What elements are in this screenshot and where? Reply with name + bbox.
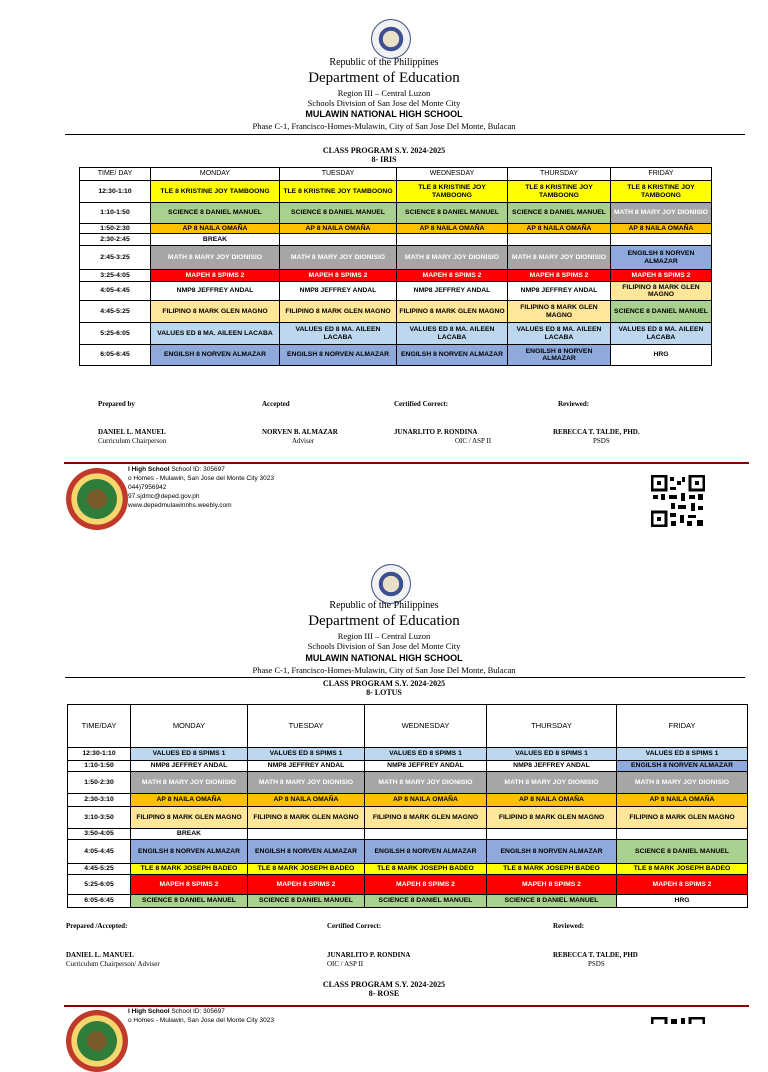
reviewed-title-2: PSDS	[588, 960, 605, 968]
program-title: CLASS PROGRAM S.Y. 2024-2025	[322, 146, 446, 155]
prepared-title-2: Curriculum Chairperson/ Adviser	[66, 960, 160, 968]
subject-cell	[365, 829, 487, 840]
table-row	[68, 864, 748, 875]
subject-cell: AP 8 NAILA OMAÑA	[508, 224, 611, 234]
table-row	[80, 282, 712, 301]
subject-cell: VALUES ED 8 SPIMS 1	[617, 748, 748, 761]
time-slot-cell: 1:10-1:50	[80, 203, 151, 224]
table-row	[68, 895, 748, 908]
subject-cell: AP 8 NAILA OMAÑA	[131, 794, 248, 807]
time-slot-cell: 1:50-2:30	[80, 224, 151, 234]
subject-cell: AP 8 NAILA OMAÑA	[617, 794, 748, 807]
subject-cell: NMP8 JEFFREY ANDAL	[131, 761, 248, 772]
reviewed-title: PSDS	[593, 437, 610, 445]
subject-cell	[248, 829, 365, 840]
subject-cell: FILIPINO 8 MARK GLEN MAGNO	[487, 807, 617, 829]
subject-cell: ENGILSH 8 NORVEN ALMAZAR	[365, 840, 487, 864]
time-slot-cell: 12:30-1:10	[68, 748, 131, 761]
table-row	[80, 224, 712, 234]
deped-seal	[371, 19, 411, 59]
subject-cell: MAPEH 8 SPIMS 2	[508, 270, 611, 282]
subject-cell: MATH 8 MARY JOY DIONISIO	[131, 772, 248, 794]
subject-cell: VALUES ED 8 SPIMS 1	[131, 748, 248, 761]
reviewed-name-2: REBECCA T. TALDE, PHD	[553, 951, 638, 959]
subject-cell: MATH 8 MARY JOY DIONISIO	[280, 246, 397, 270]
subject-cell: SCIENCE 8 DANIEL MANUEL	[151, 203, 280, 224]
table-row	[68, 807, 748, 829]
subject-cell: SCIENCE 8 DANIEL MANUEL	[397, 203, 508, 224]
school-address: Phase C-1, Francisco-Homes-Mulawin, City of San Jose Del Monte, Bulacan	[252, 121, 516, 131]
subject-cell: VALUES ED 8 SPIMS 1	[365, 748, 487, 761]
prepared-label: Prepared by	[98, 400, 135, 408]
subject-cell: MAPEH 8 SPIMS 2	[248, 875, 365, 895]
time-slot-cell: 5:25-6:05	[80, 323, 151, 345]
time-slot-cell: 6:05-6:45	[80, 345, 151, 366]
subject-cell: ENGILSH 8 NORVEN ALMAZAR	[248, 840, 365, 864]
subject-cell: FILIPINO 8 MARK GLEN MAGNO	[131, 807, 248, 829]
subject-cell: SCIENCE 8 DANIEL MANUEL	[248, 895, 365, 908]
subject-cell: ENGILSH 8 NORVEN ALMAZAR	[397, 345, 508, 366]
school-name-2: MULAWIN NATIONAL HIGH SCHOOL	[305, 653, 463, 663]
column-header-thursday: THURSDAY	[487, 705, 617, 748]
subject-cell: ENGILSH 8 NORVEN ALMAZAR	[508, 345, 611, 366]
time-slot-cell: 4:05-4:45	[68, 840, 131, 864]
subject-cell	[280, 234, 397, 246]
subject-cell: NMP8 JEFFREY ANDAL	[487, 761, 617, 772]
subject-cell: SCIENCE 8 DANIEL MANUEL	[280, 203, 397, 224]
footer-school-name-3: l High School	[128, 1008, 170, 1015]
subject-cell: MAPEH 8 SPIMS 2	[280, 270, 397, 282]
time-slot-cell: 3:25-4:05	[80, 270, 151, 282]
subject-cell: VALUES ED 8 MA. AILEEN LACABA	[508, 323, 611, 345]
footer-address: o Homes - Mulawin, San Jose del Monte City 3023	[128, 475, 274, 482]
subject-cell: AP 8 NAILA OMAÑA	[365, 794, 487, 807]
division-text: Schools Division of San Jose del Monte City	[307, 98, 461, 108]
prepared-accepted-label: Prepared /Accepted:	[66, 922, 128, 930]
subject-cell: AP 8 NAILA OMAÑA	[397, 224, 508, 234]
subject-cell	[617, 829, 748, 840]
department-text: Department of Education	[308, 70, 460, 86]
subject-cell: MATH 8 MARY JOY DIONISIO	[151, 246, 280, 270]
footer-rule	[64, 462, 749, 464]
accepted-label: Accepted	[262, 400, 290, 408]
time-slot-cell: 4:45-5:25	[80, 301, 151, 323]
section-title-2: 8- LOTUS	[366, 688, 402, 697]
subject-cell: SCIENCE 8 DANIEL MANUEL	[131, 895, 248, 908]
subject-cell: HRG	[617, 895, 748, 908]
column-header-friday: FRIDAY	[611, 168, 712, 181]
school-name: MULAWIN NATIONAL HIGH SCHOOL	[305, 109, 463, 119]
subject-cell: MATH 8 MARY JOY DIONISIO	[248, 772, 365, 794]
column-header-monday: MONDAY	[131, 705, 248, 748]
table-row	[68, 875, 748, 895]
subject-cell: MAPEH 8 SPIMS 2	[365, 875, 487, 895]
break-cell: BREAK	[131, 829, 248, 840]
subject-cell: SCIENCE 8 DANIEL MANUEL	[365, 895, 487, 908]
subject-cell: HRG	[611, 345, 712, 366]
subject-cell: TLE 8 MARK JOSEPH BADEO	[617, 864, 748, 875]
subject-cell: NMP8 JEFFREY ANDAL	[508, 282, 611, 301]
certified-title: OIC / ASP II	[455, 437, 492, 445]
subject-cell: MAPEH 8 SPIMS 2	[617, 875, 748, 895]
subject-cell: VALUES ED 8 MA. AILEEN LACABA	[280, 323, 397, 345]
column-header-time-day: TIME/ DAY	[80, 168, 151, 181]
footer-school-name: l High School	[128, 466, 170, 473]
subject-cell: AP 8 NAILA OMAÑA	[248, 794, 365, 807]
time-slot-cell: 1:10-1:50	[68, 761, 131, 772]
footer-school-id: School ID: 305697	[169, 466, 225, 473]
table-row	[68, 840, 748, 864]
subject-cell: TLE 8 KRISTINE JOY TAMBOONG	[397, 181, 508, 203]
time-slot-cell: 5:25-6:05	[68, 875, 131, 895]
subject-cell: MATH 8 MARY JOY DIONISIO	[397, 246, 508, 270]
table-row	[80, 323, 712, 345]
subject-cell: TLE 8 MARK JOSEPH BADEO	[365, 864, 487, 875]
table-row	[80, 345, 712, 366]
school-address-2: Phase C-1, Francisco-Homes-Mulawin, City of San Jose Del Monte, Bulacan	[252, 665, 516, 675]
column-header-monday: MONDAY	[151, 168, 280, 181]
time-slot-cell: 12:30-1:10	[80, 181, 151, 203]
qr-code-icon	[651, 475, 705, 527]
subject-cell: TLE 8 KRISTINE JOY TAMBOONG	[280, 181, 397, 203]
subject-cell: MAPEH 8 SPIMS 2	[131, 875, 248, 895]
subject-cell: TLE 8 MARK JOSEPH BADEO	[131, 864, 248, 875]
program-title-2: CLASS PROGRAM S.Y. 2024-2025	[322, 679, 446, 688]
subject-cell: AP 8 NAILA OMAÑA	[280, 224, 397, 234]
footer-info	[128, 465, 274, 510]
subject-cell: MAPEH 8 SPIMS 2	[151, 270, 280, 282]
subject-cell	[611, 234, 712, 246]
time-slot-cell: 2:30-2:45	[80, 234, 151, 246]
footer-school-id-3: School ID: 305697	[169, 1008, 225, 1015]
column-header-tuesday: TUESDAY	[248, 705, 365, 748]
footer-address-3: o Homes - Mulawin, San Jose del Monte City 3023	[128, 1017, 274, 1024]
region-text: Region III – Central Luzon	[337, 88, 431, 98]
subject-cell: MATH 8 MARY JOY DIONISIO	[365, 772, 487, 794]
subject-cell: AP 8 NAILA OMAÑA	[611, 224, 712, 234]
accepted-title: Adviser	[292, 437, 315, 445]
subject-cell: MAPEH 8 SPIMS 2	[487, 875, 617, 895]
subject-cell: ENGILSH 8 NORVEN ALMAZAR	[487, 840, 617, 864]
prepared-title: Curriculum Chairperson	[98, 437, 167, 445]
footer-phone: 044)7956942	[128, 484, 167, 491]
time-slot-cell: 6:05-6:45	[68, 895, 131, 908]
subject-cell: FILIPINO 8 MARK GLEN MAGNO	[617, 807, 748, 829]
subject-cell: MAPEH 8 SPIMS 2	[611, 270, 712, 282]
section-title-3: 8- ROSE	[368, 989, 400, 998]
table-row	[80, 181, 712, 203]
table-row	[80, 301, 712, 323]
region-text-2: Region III – Central Luzon	[337, 631, 431, 641]
subject-cell	[487, 829, 617, 840]
footer-email: 97.sjdmc@deped.gov.ph	[128, 493, 200, 500]
subject-cell: MAPEH 8 SPIMS 2	[397, 270, 508, 282]
subject-cell: ENGILSH 8 NORVEN ALMAZAR	[131, 840, 248, 864]
republic-text-2: Republic of the Philippines	[329, 600, 439, 611]
subject-cell: MATH 8 MARY JOY DIONISIO	[617, 772, 748, 794]
subject-cell: TLE 8 KRISTINE JOY TAMBOONG	[611, 181, 712, 203]
subject-cell: NMP8 JEFFREY ANDAL	[365, 761, 487, 772]
schedule-table-iris	[79, 167, 712, 366]
subject-cell: FILIPINO 8 MARK GLEN MAGNO	[365, 807, 487, 829]
subject-cell: VALUES ED 8 MA. AILEEN LACABA	[611, 323, 712, 345]
column-header-friday: FRIDAY	[617, 705, 748, 748]
prepared-name-2: DANIEL L. MANUEL	[66, 951, 134, 959]
qr-code-icon-3	[651, 1017, 705, 1024]
table-row	[80, 246, 712, 270]
subject-cell	[397, 234, 508, 246]
deped-seal-2	[371, 564, 411, 604]
subject-cell: TLE 8 MARK JOSEPH BADEO	[487, 864, 617, 875]
table-row	[80, 203, 712, 224]
subject-cell: SCIENCE 8 DANIEL MANUEL	[508, 203, 611, 224]
time-slot-cell: 3:10-3:50	[68, 807, 131, 829]
certified-name-2: JUNARLITO P. RONDINA	[327, 951, 411, 959]
subject-cell: FILIPINO 8 MARK GLEN MAGNO	[397, 301, 508, 323]
column-header-wednesday: WEDNESDAY	[365, 705, 487, 748]
subject-cell: FILIPINO 8 MARK GLEN MAGNO	[151, 301, 280, 323]
footer-website: www.depedmulawinnhs.weebly.com	[128, 502, 232, 509]
subject-cell: FILIPINO 8 MARK GLEN MAGNO	[611, 282, 712, 301]
table-row	[68, 772, 748, 794]
time-slot-cell: 1:50-2:30	[68, 772, 131, 794]
schedule-table-lotus	[67, 704, 748, 908]
prepared-name: DANIEL L. MANUEL	[98, 428, 166, 436]
accepted-name: NORVEN B. ALMAZAR	[262, 428, 338, 436]
column-header-tuesday: TUESDAY	[280, 168, 397, 181]
column-header-time-day: TIME/DAY	[68, 705, 131, 748]
header-rule-2	[65, 677, 745, 678]
column-header-thursday: THURSDAY	[508, 168, 611, 181]
subject-cell: SCIENCE 8 DANIEL MANUEL	[611, 301, 712, 323]
school-logo-3	[66, 1010, 128, 1072]
subject-cell: ENGILSH 8 NORVEN ALMAZAR	[151, 345, 280, 366]
table-row	[80, 234, 712, 246]
subject-cell: NMP8 JEFFREY ANDAL	[151, 282, 280, 301]
certified-label-2: Certified Correct:	[327, 922, 382, 930]
subject-cell: MATH 8 MARY JOY DIONISIO	[611, 203, 712, 224]
subject-cell: VALUES ED 8 MA. AILEEN LACABA	[151, 323, 280, 345]
table-row	[68, 748, 748, 761]
header-rule	[65, 134, 745, 135]
subject-cell: FILIPINO 8 MARK GLEN MAGNO	[508, 301, 611, 323]
reviewed-name: REBECCA T. TALDE, PHD.	[553, 428, 640, 436]
department-text-2: Department of Education	[308, 613, 460, 629]
certified-title-2: OIC / ASP II	[327, 960, 364, 968]
subject-cell: SCIENCE 8 DANIEL MANUEL	[487, 895, 617, 908]
reviewed-label-2: Reviewed:	[553, 922, 585, 930]
subject-cell: VALUES ED 8 SPIMS 1	[248, 748, 365, 761]
subject-cell: TLE 8 MARK JOSEPH BADEO	[248, 864, 365, 875]
subject-cell: TLE 8 KRISTINE JOY TAMBOONG	[508, 181, 611, 203]
section-title: 8- IRIS	[371, 155, 397, 164]
time-slot-cell: 2:45-3:25	[80, 246, 151, 270]
table-row	[68, 761, 748, 772]
school-logo	[66, 468, 128, 530]
program-title-3: CLASS PROGRAM S.Y. 2024-2025	[322, 980, 446, 989]
subject-cell: SCIENCE 8 DANIEL MANUEL	[617, 840, 748, 864]
subject-cell: AP 8 NAILA OMAÑA	[487, 794, 617, 807]
subject-cell: ENGILSH 8 NORVEN ALMAZAR	[611, 246, 712, 270]
subject-cell: AP 8 NAILA OMAÑA	[151, 224, 280, 234]
time-slot-cell: 4:05-4:45	[80, 282, 151, 301]
subject-cell: NMP8 JEFFREY ANDAL	[280, 282, 397, 301]
subject-cell: MATH 8 MARY JOY DIONISIO	[508, 246, 611, 270]
subject-cell	[508, 234, 611, 246]
subject-cell: VALUES ED 8 SPIMS 1	[487, 748, 617, 761]
footer-info-3	[128, 1007, 274, 1025]
time-slot-cell: 3:50-4:05	[68, 829, 131, 840]
division-text-2: Schools Division of San Jose del Monte City	[307, 641, 461, 651]
subject-cell: FILIPINO 8 MARK GLEN MAGNO	[248, 807, 365, 829]
subject-cell: VALUES ED 8 MA. AILEEN LACABA	[397, 323, 508, 345]
subject-cell: ENGILSH 8 NORVEN ALMAZAR	[280, 345, 397, 366]
certified-label: Certified Correct:	[394, 400, 449, 408]
column-header-wednesday: WEDNESDAY	[397, 168, 508, 181]
subject-cell: MATH 8 MARY JOY DIONISIO	[487, 772, 617, 794]
subject-cell: NMP8 JEFFREY ANDAL	[248, 761, 365, 772]
time-slot-cell: 2:30-3:10	[68, 794, 131, 807]
certified-name: JUNARLITO P. RONDINA	[394, 428, 478, 436]
reviewed-label: Reviewed:	[558, 400, 590, 408]
table-row	[80, 270, 712, 282]
subject-cell: ENGILSH 8 NORVEN ALMAZAR	[617, 761, 748, 772]
break-cell: BREAK	[151, 234, 280, 246]
republic-text: Republic of the Philippines	[329, 57, 439, 68]
subject-cell: NMP8 JEFFREY ANDAL	[397, 282, 508, 301]
time-slot-cell: 4:45-5:25	[68, 864, 131, 875]
table-row	[68, 794, 748, 807]
subject-cell: TLE 8 KRISTINE JOY TAMBOONG	[151, 181, 280, 203]
table-row	[68, 829, 748, 840]
subject-cell: FILIPINO 8 MARK GLEN MAGNO	[280, 301, 397, 323]
